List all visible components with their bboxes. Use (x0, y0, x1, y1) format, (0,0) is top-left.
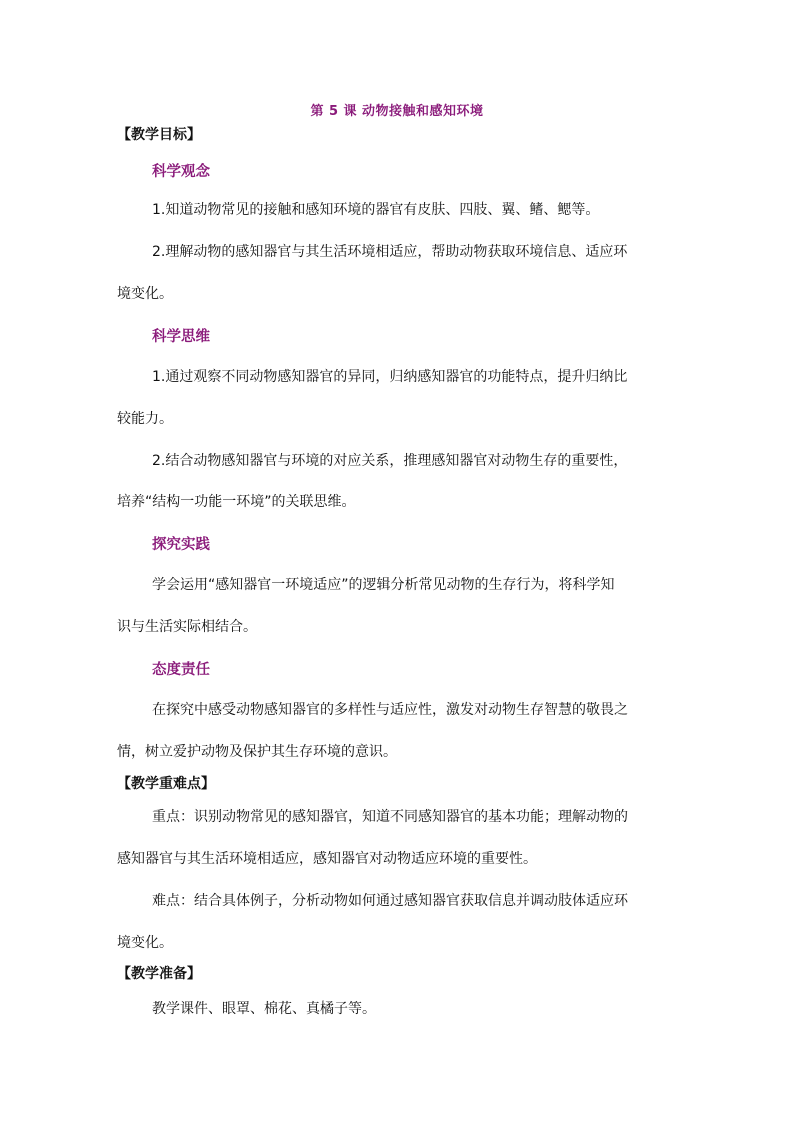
attitude-line-1: 在探究中感受动物感知器官的多样性与适应性，激发对动物生存智慧的敬畏之 (152, 702, 628, 718)
attitude-line-2: 情，树立爱护动物及保护其生存环境的意识。 (117, 744, 397, 760)
inquiry-practice-line-2: 识与生活实际相结合。 (117, 619, 257, 635)
inquiry-practice-heading: 探究实践 (152, 537, 210, 553)
science-thinking-item-2-line-1: 2.结合动物感知器官与环境的对应关系，推理感知器官对动物生存的重要性， (152, 453, 628, 469)
key-points-heading: 【教学重难点】 (117, 776, 215, 792)
science-thinking-heading: 科学思维 (152, 329, 210, 345)
science-thinking-item-1-line-1: 1.通过观察不同动物感知器官的异同，归纳感知器官的功能特点，提升归纳比 (152, 369, 628, 385)
inquiry-practice-line-1: 学会运用“感知器官一环境适应”的逻辑分析常见动物的生存行为，将科学知 (152, 577, 615, 593)
science-concept-item-2-line-2: 境变化。 (117, 286, 173, 302)
difficulty-line-1: 难点：结合具体例子，分析动物如何通过感知器官获取信息并调动肢体适应环 (152, 893, 628, 909)
teaching-goals-heading: 【教学目标】 (117, 127, 201, 143)
focus-line-2: 感知器官与其生活环境相适应，感知器官对动物适应环境的重要性。 (117, 851, 537, 867)
difficulty-line-2: 境变化。 (117, 935, 173, 951)
science-thinking-item-1-line-2: 较能力。 (117, 411, 173, 427)
science-concept-heading: 科学观念 (152, 164, 210, 180)
science-thinking-item-2-line-2: 培养“结构一功能一环境”的关联思维。 (117, 494, 356, 510)
preparation-content: 教学课件、眼罩、棉花、真橘子等。 (152, 1001, 376, 1017)
attitude-heading: 态度责任 (152, 662, 210, 678)
science-concept-item-1: 1.知道动物常见的接触和感知环境的器官有皮肤、四肢、翼、鳍、鳃等。 (152, 202, 600, 218)
science-concept-item-2-line-1: 2.理解动物的感知器官与其生活环境相适应，帮助动物获取环境信息、适应环 (152, 244, 628, 260)
lesson-title: 第 5 课 动物接触和感知环境 (310, 104, 484, 119)
focus-line-1: 重点：识别动物常见的感知器官，知道不同感知器官的基本功能；理解动物的 (152, 809, 628, 825)
preparation-heading: 【教学准备】 (117, 966, 201, 982)
